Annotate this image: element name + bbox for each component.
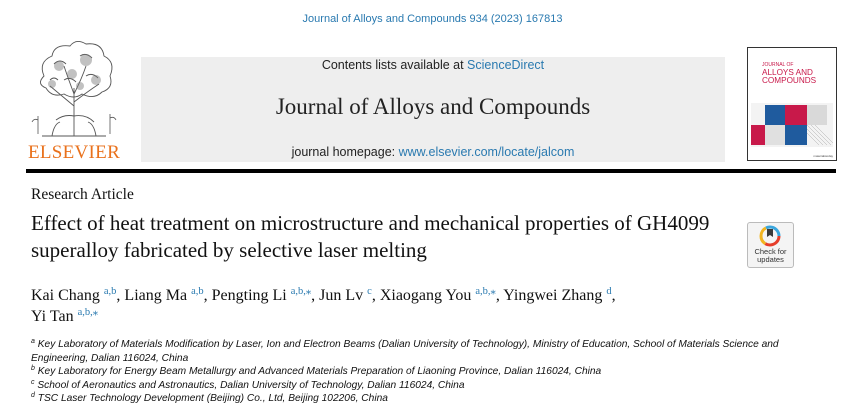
author-name[interactable]: Jun Lv xyxy=(319,287,364,304)
affiliation-mark: c xyxy=(31,378,35,386)
header-rule xyxy=(26,169,836,173)
check-updates-line1: Check for xyxy=(754,247,787,256)
author-name[interactable]: Pengting Li xyxy=(211,287,287,304)
cover-title-line2: ALLOYS AND xyxy=(762,68,813,77)
author-list: Kai Chang $^{a,b}$, Liang Ma $^{a,b}$, Pengting Li $^{a,b,⁎}$, Jun Lv $^c$, Xiaogang You $^{a,b,⁎}$, Yingwei Zhang $^d$, Yi Tan $^{a,b,⁎}$ xyxy=(31,286,616,325)
cover-title-line3: COMPOUNDS xyxy=(762,76,817,86)
author-affiliation-marker[interactable]: c xyxy=(367,286,372,297)
elsevier-tree-icon xyxy=(24,36,124,140)
check-for-updates-button[interactable] xyxy=(747,222,794,268)
author-affiliation-marker[interactable]: a,b,⁎ xyxy=(77,307,99,318)
check-updates-icon xyxy=(759,225,781,247)
cover-title-line1: JOURNAL OF xyxy=(762,62,794,68)
affiliation-item xyxy=(31,365,791,379)
author-name[interactable]: Xiaogang You xyxy=(379,287,472,304)
affiliation-text: TSC Laser Technology Development (Beijing) Co., Ltd, Beijing 102206, China xyxy=(37,393,388,404)
author-name[interactable]: Yingwei Zhang xyxy=(503,287,603,304)
affiliation-text: School of Aeronautics and Astronautics, Dalian University of Technology, Dalian 116024, China xyxy=(37,379,465,391)
author-affiliation-marker[interactable]: a,b xyxy=(103,286,117,297)
affiliation-text: Key Laboratory for Energy Beam Metallurgy and Advanced Materials Preparation of Liaoning Province, Dalian 116024, China xyxy=(37,366,602,377)
contents-prefix: Contents lists available at xyxy=(321,58,468,72)
homepage-prefix: journal homepage: xyxy=(291,145,399,159)
author-affiliation-marker[interactable]: a,b xyxy=(191,286,204,297)
journal-name[interactable]: Journal of Alloys and Compounds xyxy=(275,94,591,119)
affiliation-mark: d xyxy=(31,392,35,399)
affiliation-mark: a xyxy=(31,338,35,345)
cover-art xyxy=(751,103,833,147)
author-name[interactable]: Kai Chang xyxy=(31,287,100,304)
journal-banner xyxy=(141,57,725,162)
journal-citation[interactable]: Journal of Alloys and Compounds 934 (2023) 167813 xyxy=(302,13,563,25)
affiliation-item xyxy=(31,392,791,406)
affiliation-text: Key Laboratory of Materials Modification by Laser, Ion and Electron Beams (Dalian University of Technology), Ministry of Education, School of Materials Science and Engineering, Dalian 116024, China xyxy=(31,339,779,364)
article-type: Research Article xyxy=(31,186,134,203)
sciencedirect-link[interactable]: ScienceDirect xyxy=(467,58,545,72)
cover-title xyxy=(762,62,834,86)
author-affiliation-marker[interactable]: a,b,⁎ xyxy=(290,286,312,297)
article-title: Effect of heat treatment on microstructure and mechanical properties of GH4099 superalloy fabricated by selective laser melting xyxy=(31,211,710,262)
publisher-name: ELSEVIER xyxy=(27,142,121,163)
check-updates-line2: updates xyxy=(757,255,784,264)
affiliation-mark: b xyxy=(31,365,35,372)
affiliation-list xyxy=(31,338,791,406)
contents-line xyxy=(141,58,725,72)
affiliation-item xyxy=(31,338,791,365)
author-affiliation-marker[interactable]: a,b,⁎ xyxy=(475,286,496,297)
author-name[interactable]: Liang Ma xyxy=(124,287,188,304)
check-updates-label xyxy=(748,248,793,264)
journal-cover[interactable] xyxy=(747,47,837,161)
elsevier-logo[interactable] xyxy=(24,36,124,164)
author-name[interactable]: Yi Tan xyxy=(31,308,74,325)
homepage-line xyxy=(141,145,725,159)
cover-footer: materialstoday xyxy=(813,154,833,158)
author-affiliation-marker[interactable]: d xyxy=(606,286,612,297)
affiliation-item xyxy=(31,379,791,393)
homepage-link[interactable]: www.elsevier.com/locate/jalcom xyxy=(398,145,575,159)
